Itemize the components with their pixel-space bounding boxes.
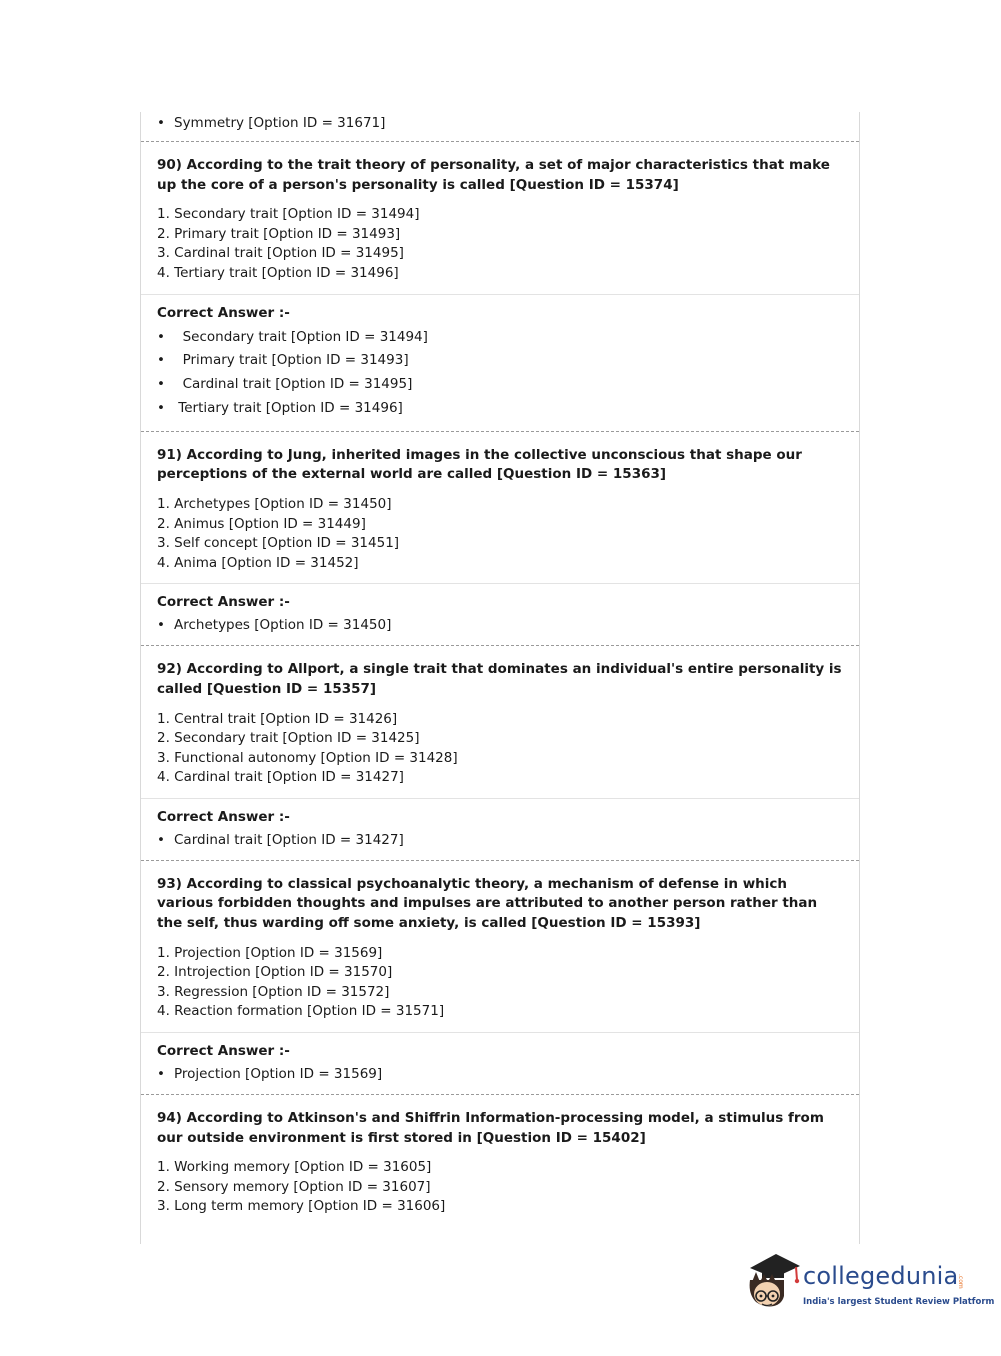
question-text: 93) According to classical psychoanalytic theory, a mechanism of defense in which various forbidden thoughts and impulses are attributed to another person rather than the self, thus warding off some anxiety, is called [Question ID = 15393] xyxy=(157,875,818,932)
correct-answer-section xyxy=(141,798,859,860)
option-item: 1. Central trait [Option ID = 31426] xyxy=(157,710,398,727)
option-item: 1. Secondary trait [Option ID = 31494] xyxy=(157,206,420,223)
question-block-94 xyxy=(141,1094,859,1227)
logo-suffix: .com xyxy=(957,1274,964,1289)
bullet: • xyxy=(157,617,165,634)
answer-list xyxy=(157,615,843,635)
option-item: 2. Sensory memory [Option ID = 31607] xyxy=(157,1178,431,1195)
correct-answer-label: Correct Answer :- xyxy=(157,1043,290,1060)
option-item: 3. Regression [Option ID = 31572] xyxy=(157,983,390,1000)
option-item: 2. Introjection [Option ID = 31570] xyxy=(157,964,393,981)
correct-answer-section xyxy=(141,1032,859,1094)
question-text: 90) According to the trait theory of personality, a set of major characteristics that make up the core of a person's personality is called [Question ID = 15374] xyxy=(157,157,830,193)
bullet: • xyxy=(157,831,165,848)
question-text: 94) According to Atkinson's and Shiffrin Information-processing model, a stimulus from our outside environment is first stored in [Question ID = 15402] xyxy=(157,1110,824,1146)
option-item: 4. Reaction formation [Option ID = 31571] xyxy=(157,1003,445,1020)
answer-item: • Tertiary trait [Option ID = 31496] xyxy=(157,397,843,421)
answer-item: • Archetypes [Option ID = 31450] xyxy=(157,617,392,634)
bullet: • xyxy=(157,399,165,416)
options-list xyxy=(157,1158,843,1227)
question-block-93 xyxy=(141,860,859,1094)
mascot-icon xyxy=(742,1250,804,1320)
correct-answer-section xyxy=(141,294,859,431)
collegedunia-logo xyxy=(742,1250,995,1320)
option-item: 2. Animus [Option ID = 31449] xyxy=(157,515,366,532)
answer-item: • Primary trait [Option ID = 31493] xyxy=(157,349,843,373)
option-item: 3. Long term memory [Option ID = 31606] xyxy=(157,1198,446,1215)
option-item: 2. Primary trait [Option ID = 31493] xyxy=(157,225,401,242)
option-item: 3. Cardinal trait [Option ID = 31495] xyxy=(157,245,404,262)
logo-wordmark: collegedunia xyxy=(803,1262,959,1290)
option-item: 1. Working memory [Option ID = 31605] xyxy=(157,1159,432,1176)
bullet: • xyxy=(157,115,165,131)
logo-tagline: India's largest Student Review Platform xyxy=(803,1297,995,1307)
question-text: 92) According to Allport, a single trait that dominates an individual's entire personality is called [Question ID = 15357] xyxy=(157,661,842,697)
options-list xyxy=(157,205,843,293)
option-item: 3. Functional autonomy [Option ID = 31428] xyxy=(157,749,458,766)
option-item: 1. Archetypes [Option ID = 31450] xyxy=(157,495,392,512)
option-item: 4. Tertiary trait [Option ID = 31496] xyxy=(157,264,399,281)
option-item: 4. Anima [Option ID = 31452] xyxy=(157,554,359,571)
question-block-90 xyxy=(141,141,859,431)
bullet: • xyxy=(157,328,165,345)
answer-item: • Secondary trait [Option ID = 31494] xyxy=(157,326,843,350)
option-item: 4. Cardinal trait [Option ID = 31427] xyxy=(157,769,404,786)
question-text: 91) According to Jung, inherited images in the collective unconscious that shape our perceptions of the external world are called [Question ID = 15363] xyxy=(157,446,802,483)
correct-answer-label: Correct Answer :- xyxy=(157,304,290,321)
bullet: • xyxy=(157,1066,165,1083)
options-list xyxy=(157,944,843,1032)
option-item: 1. Projection [Option ID = 31569] xyxy=(157,944,383,961)
option-item: 2. Secondary trait [Option ID = 31425] xyxy=(157,730,420,747)
question-block-91 xyxy=(141,431,859,646)
answer-item: • Cardinal trait [Option ID = 31495] xyxy=(157,373,843,397)
options-list xyxy=(157,710,843,798)
answer-item: • Projection [Option ID = 31569] xyxy=(157,1066,383,1083)
answer-item: • Cardinal trait [Option ID = 31427] xyxy=(157,831,404,848)
answer-list xyxy=(157,326,843,421)
correct-answer-label: Correct Answer :- xyxy=(157,594,290,611)
option-item: 3. Self concept [Option ID = 31451] xyxy=(157,535,400,552)
correct-answer-section xyxy=(141,583,859,645)
correct-answer-label: Correct Answer :- xyxy=(157,808,290,825)
lead-option: • Symmetry [Option ID = 31671] xyxy=(157,115,386,131)
options-list xyxy=(157,495,843,583)
question-block-92 xyxy=(141,645,859,860)
bullet: • xyxy=(157,376,165,393)
answer-list xyxy=(157,830,843,850)
bullet: • xyxy=(157,352,165,369)
answer-list xyxy=(157,1064,843,1084)
document-frame xyxy=(140,112,860,1244)
